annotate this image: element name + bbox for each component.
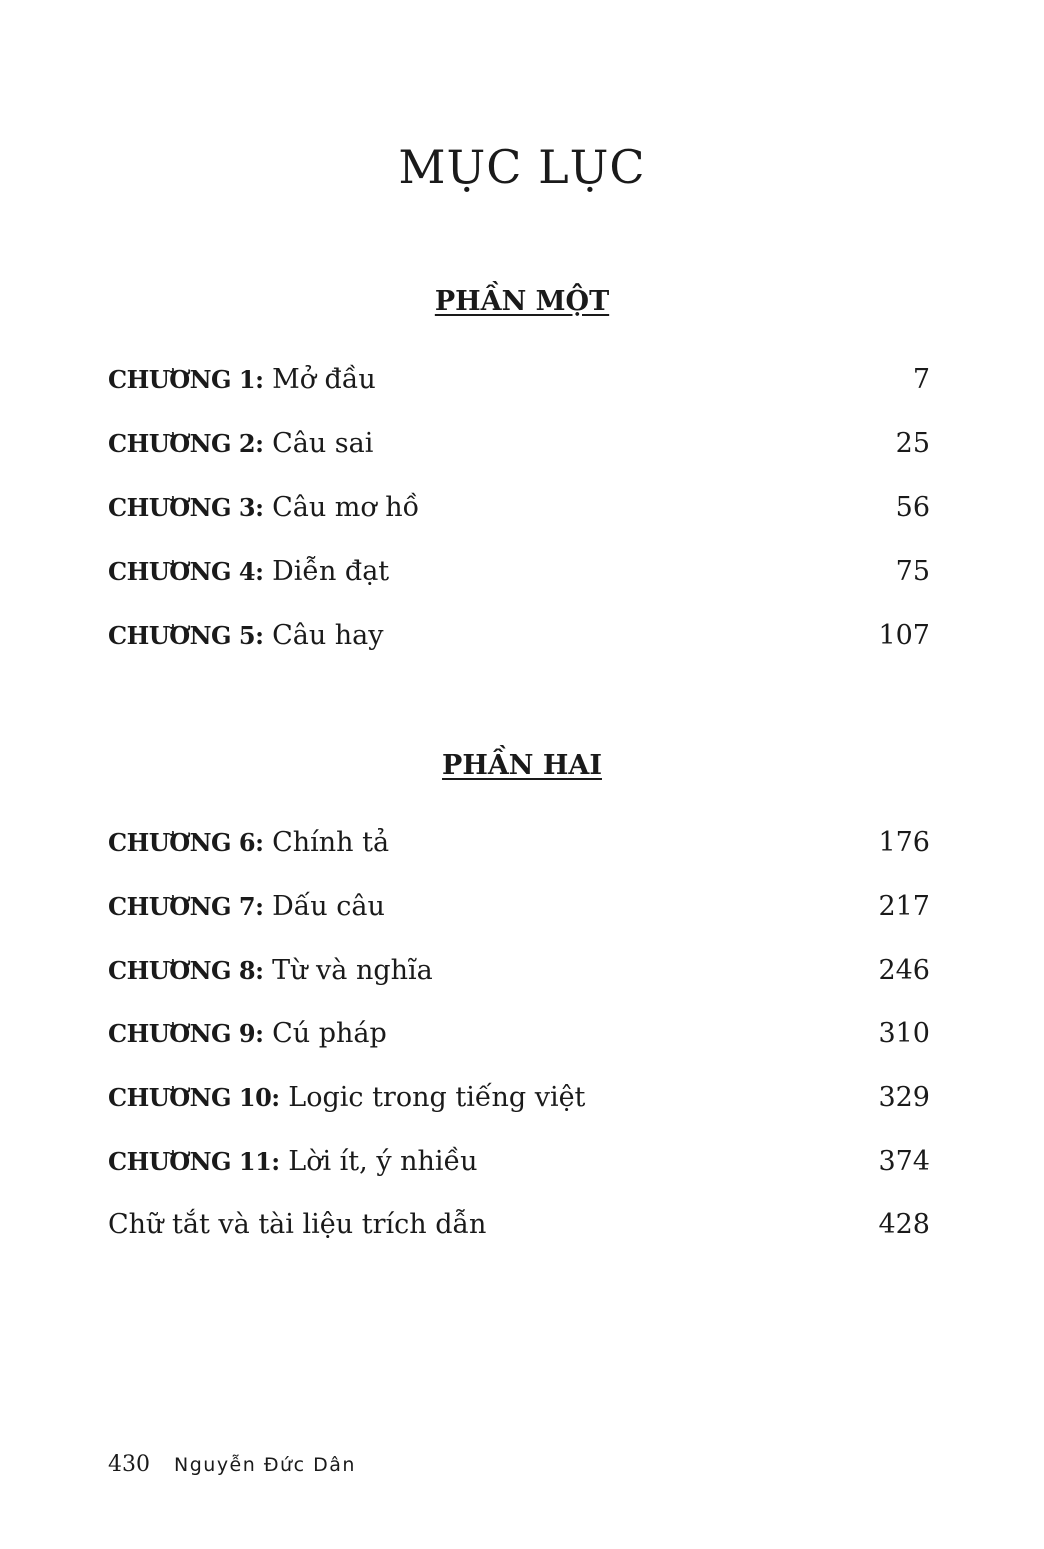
- toc-entry-chapter-11[interactable]: [108, 1146, 930, 1186]
- chapter-title: Diễn đạt: [272, 556, 390, 587]
- page-number: 217: [878, 891, 930, 922]
- toc-entry-chapter-1[interactable]: [108, 364, 930, 404]
- toc-entry-abbreviations-references[interactable]: [108, 1209, 930, 1249]
- footer-page-number: 430: [108, 1452, 150, 1477]
- toc-entry-chapter-10[interactable]: [108, 1082, 930, 1122]
- page-number: 75: [895, 556, 930, 587]
- entry-title: Chữ tắt và tài liệu trích dẫn: [108, 1209, 487, 1240]
- chapter-title: Chính tả: [272, 827, 390, 858]
- toc-entry-chapter-6[interactable]: [108, 827, 930, 867]
- page-number: 25: [895, 428, 930, 459]
- toc-entry-chapter-2[interactable]: [108, 428, 930, 468]
- page-number: 176: [878, 827, 930, 858]
- part-one-heading: PHẦN MỘT: [434, 286, 610, 317]
- toc-entry-chapter-9[interactable]: [108, 1018, 930, 1058]
- toc-entry-chapter-4[interactable]: [108, 556, 930, 596]
- page-footer: [108, 1452, 356, 1477]
- page-number: 329: [878, 1082, 930, 1113]
- chapter-title: Từ và nghĩa: [272, 955, 433, 986]
- chapter-number: CHƯƠNG 6:: [108, 828, 264, 857]
- toc-entry-chapter-8[interactable]: [108, 955, 930, 995]
- chapter-number: CHƯƠNG 4:: [108, 557, 264, 586]
- part-two-heading: PHẦN HAI: [442, 750, 602, 781]
- page-title: MỤC LỤC: [398, 140, 646, 194]
- page-number: 107: [878, 620, 930, 651]
- page-number: 246: [878, 955, 930, 986]
- toc-entry-chapter-7[interactable]: [108, 891, 930, 931]
- chapter-title: Logic trong tiếng việt: [288, 1082, 586, 1113]
- toc-entry-chapter-3[interactable]: [108, 492, 930, 532]
- chapter-title: Câu hay: [272, 620, 384, 651]
- chapter-title: Mở đầu: [272, 364, 376, 395]
- page-number: 7: [912, 364, 930, 395]
- chapter-number: CHƯƠNG 5:: [108, 621, 264, 650]
- page-number: 310: [878, 1018, 930, 1049]
- page-number: 374: [878, 1146, 930, 1177]
- chapter-title: Dấu câu: [272, 891, 385, 922]
- chapter-number: CHƯƠNG 8:: [108, 956, 264, 985]
- chapter-number: CHƯƠNG 2:: [108, 429, 264, 458]
- chapter-number: CHƯƠNG 9:: [108, 1019, 264, 1048]
- page-number: 56: [895, 492, 930, 523]
- chapter-number: CHƯƠNG 3:: [108, 493, 264, 522]
- chapter-title: Câu sai: [272, 428, 374, 459]
- chapter-title: Lời ít, ý nhiều: [288, 1146, 478, 1177]
- footer-author: Nguyễn Đức Dân: [174, 1454, 356, 1476]
- chapter-title: Cú pháp: [272, 1018, 387, 1049]
- page-number: 428: [878, 1209, 930, 1240]
- chapter-number: CHƯƠNG 7:: [108, 892, 264, 921]
- chapter-number: CHƯƠNG 11:: [108, 1147, 280, 1176]
- chapter-title: Câu mơ hồ: [272, 492, 420, 523]
- chapter-number: CHƯƠNG 10:: [108, 1083, 280, 1112]
- toc-entry-chapter-5[interactable]: [108, 620, 930, 660]
- chapter-number: CHƯƠNG 1:: [108, 365, 264, 394]
